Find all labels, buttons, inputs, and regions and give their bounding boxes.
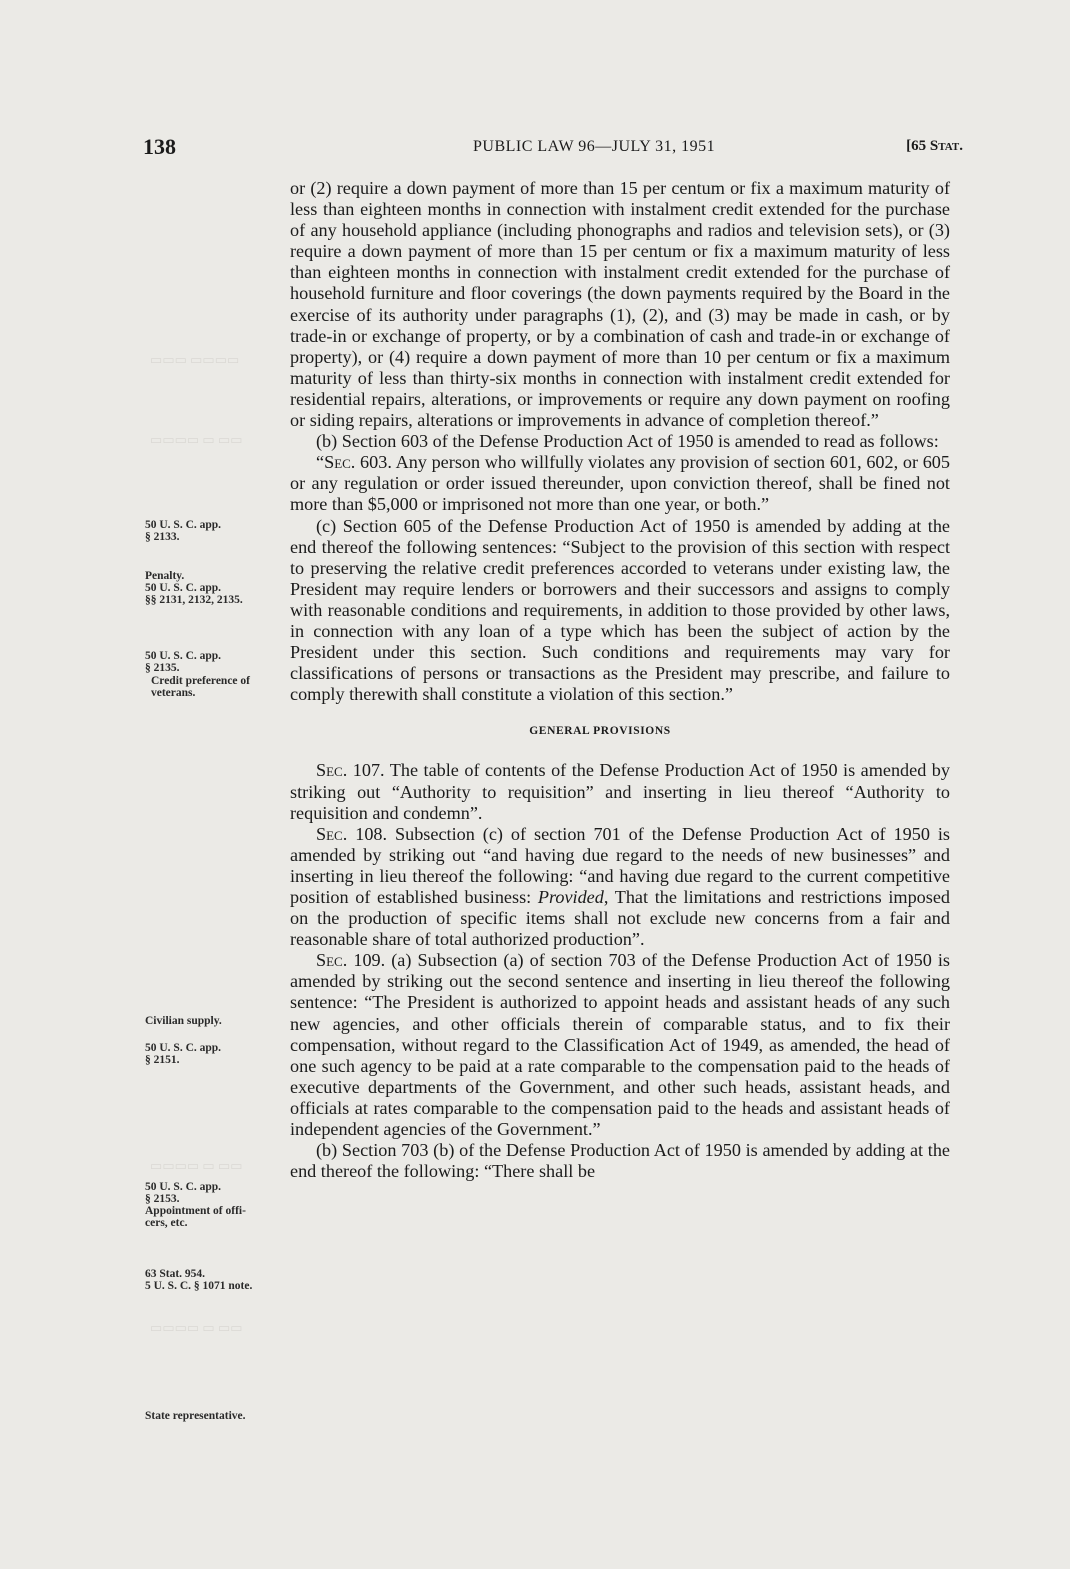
margin-note: 50 U. S. C. app. §§ 2131, 2132, 2135. — [145, 582, 243, 606]
margin-note: 50 U. S. C. app. § 2135. — [145, 650, 222, 674]
paragraph-text: 108. Subsection (c) of section 701 of the Defense Production Act of 1950 is amended by striking out “and having due regard to the needs of new businesses” and inserting in lieu thereof the following: “and having due regard to the current competitive position of established business: — [290, 823, 950, 907]
margin-note: 63 Stat. 954. 5 U. S. C. § 1071 note. — [145, 1268, 253, 1292]
emphasis: Provided — [537, 887, 604, 907]
section-label: Sec. — [316, 950, 348, 971]
page-header — [143, 134, 963, 164]
margin-note: Credit preference of veterans. — [151, 675, 250, 699]
paragraph-text: 603. Any person who willfully violates any provision of section 601, 602, or 605 or any regulation or order issued thereunder, upon conviction thereof, shall be fined not more than $5,000 or imprisoned not more than one year, or both.” — [290, 452, 950, 515]
show-through-mark: ▭▭ ▭ ▭▭▭▭ — [150, 432, 243, 447]
show-through-mark: ▭▭▭▭ ▭▭▭ — [150, 352, 240, 367]
paragraph-text: 109. (a) Subsection (a) of section 703 of the Defense Production Act of 1950 is amended by striking out the second sentence and inserting in lieu thereof the following sentence: “The President is authorized to appoint heads and assistant heads of any such new agencies, and other officials therein of comparable status, and to fix their compensation, without regard to the Classification Act of 1949, as amended, the head of one such agency to be paid at a rate comparable to the compensation paid to the heads of executive departments of the Government, and other such heads, assistant heads, and officials at rates comparable to the compensation paid to the heads and assistant heads of independent agencies of the Government.” — [290, 950, 950, 1140]
show-through-mark: ▭▭ ▭ ▭▭▭▭ — [150, 1158, 243, 1173]
margin-note: 50 U. S. C. app. § 2151. — [145, 1042, 222, 1066]
margin-note: Penalty. — [145, 570, 185, 582]
body-text — [290, 178, 950, 1182]
statute-reference — [906, 138, 963, 155]
paragraph: (b) Section 703 (b) of the Defense Production Act of 1950 is amended by adding at the end thereof the following: “There shall be — [290, 1140, 950, 1182]
paragraph-text: 107. The table of contents of the Defense Production Act of 1950 is amended by striking out “Authority to requisition” and inserting in lieu thereof “Authority to requisition and condemn”. — [290, 760, 950, 823]
margin-note: 50 U. S. C. app. § 2153. — [145, 1181, 222, 1205]
section-heading: GENERAL PROVISIONS — [529, 725, 671, 738]
section-label: Sec. — [316, 760, 348, 781]
paragraph: (b) Section 603 of the Defense Production Act of 1950 is amended to read as follows: — [316, 431, 939, 452]
margin-note: Civilian supply. — [145, 1015, 222, 1027]
paragraph — [290, 452, 950, 515]
section-label: Sec. — [324, 452, 356, 473]
page-number: 138 — [143, 134, 176, 159]
paragraph-text: , That the limitations and restrictions imposed on the production of specific items shall not exclude new concerns from a fair and reasonable share of total authorized production”. — [290, 887, 950, 950]
paragraph — [290, 824, 950, 951]
show-through-mark: ▭▭ ▭ ▭▭▭▭ — [150, 1320, 243, 1335]
paragraph — [290, 950, 950, 1140]
paragraph: (c) Section 605 of the Defense Production Act of 1950 is amended by adding at the end thereof the following sentences: “Subject to the provision of this section with respect to preserving the relative credit preferences accorded to veterans under existing law, the President may require lenders or borrowers and their successors and assigns to comply with reasonable conditions and requirements, in addition to those provided by other laws, in connection with any loan of a type which has been the subject of action by the President under this section. Such conditions and requirements may vary for classifications of persons or transactions as the President may prescribe, and failure to comply therewith shall constitute a violation of this section.” — [290, 515, 950, 705]
statute-reference-prefix: [65 — [906, 138, 930, 154]
running-title: PUBLIC LAW 96—JULY 31, 1951 — [473, 138, 716, 155]
statute-reference-label: Stat. — [929, 138, 963, 154]
paragraph — [290, 760, 950, 823]
margin-note: 50 U. S. C. app. § 2133. — [145, 519, 222, 543]
quote-open: “ — [316, 452, 325, 473]
margin-note: Appointment of offi- cers, etc. — [145, 1205, 246, 1229]
section-label: Sec. — [316, 823, 348, 844]
paragraph: or (2) require a down payment of more than 15 per centum or fix a maximum maturity of less than eighteen months in connection with instalment credit extended for the purchase of any household appliance (including phonographs and radios and television sets), or (3) require a down payment of more than 15 per centum or fix a maximum maturity of less than eighteen months in connection with instalment credit extended for the purchase of household furniture and floor coverings (the down payments required by the Board in the exercise of its authority under paragraphs (1), (2), and (3) may be made in cash, or by trade-in or exchange of property, or by a combination of cash and trade-in or exchange of property), or (4) require a down payment of more than 10 per centum or fix a maximum maturity of less than thirty-six months in connection with instalment credit extended for residential repairs, alterations, or improvements or require any down payment on roofing or siding repairs, alterations or improvements in advance of completion thereof.” — [290, 178, 950, 431]
margin-note: State representative. — [145, 1410, 246, 1422]
